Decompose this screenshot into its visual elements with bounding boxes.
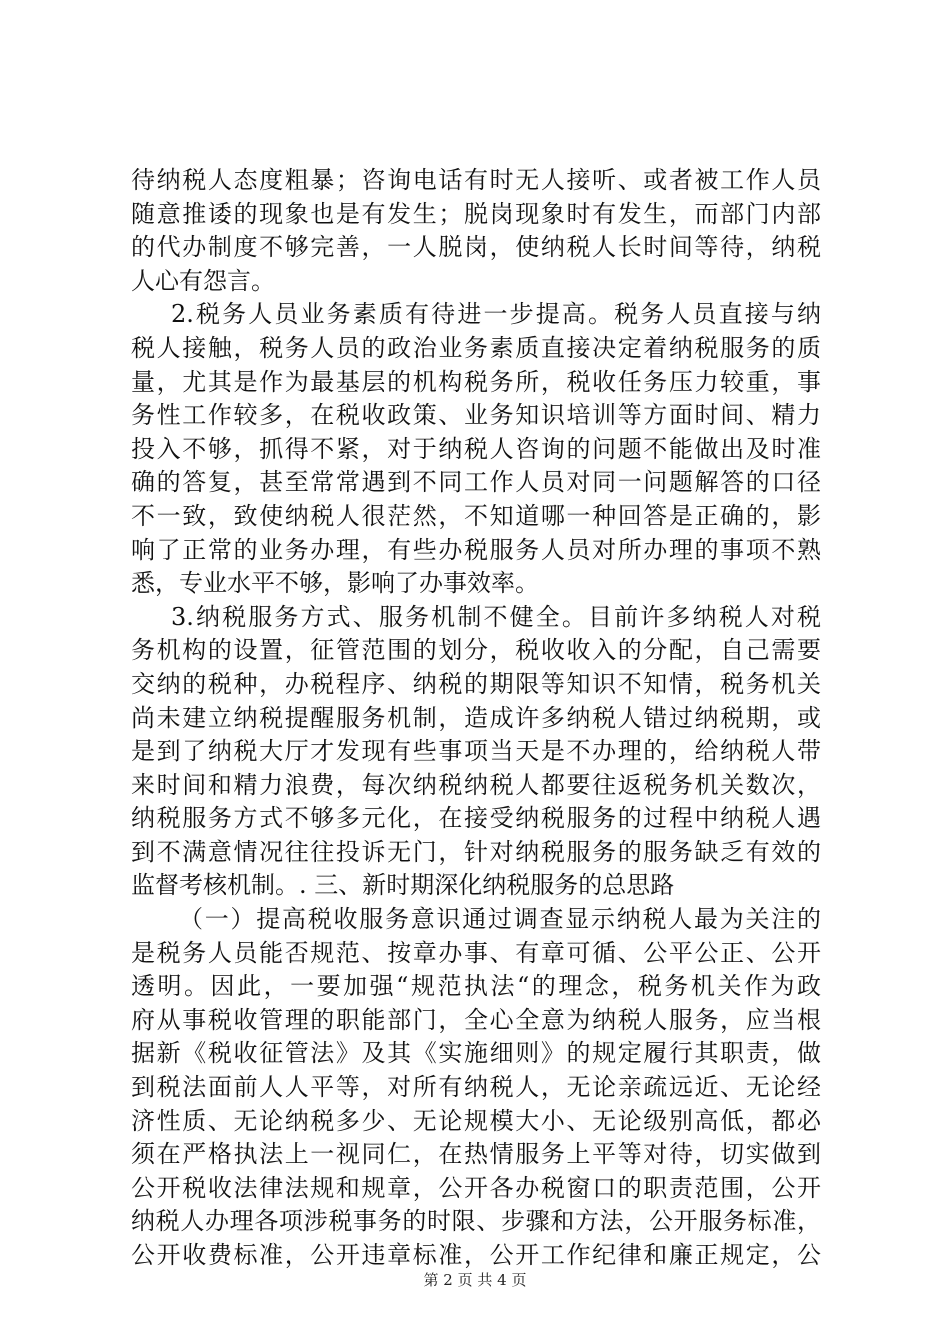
paragraph-start-line: （一）提高税收服务意识通过调查显示纳税人最为关注的 (179, 905, 821, 934)
text-line: 量，尤其是作为最基层的机构税务所，税收任务压力较重，事 (131, 367, 821, 396)
text-line: 确的答复，甚至常常遇到不同工作人员对同一问题解答的口径 (131, 468, 821, 497)
text-line: 随意推诿的现象也是有发生；脱岗现象时有发生，而部门内部 (131, 199, 821, 228)
text-line: 公开税收法律法规和规章，公开各办税窗口的职责范围，公开 (131, 1173, 821, 1202)
text-line: 税人接触，税务人员的政治业务素质直接决定着纳税服务的质 (131, 333, 821, 362)
text-line: 悉，专业水平不够，影响了办事效率。 (131, 569, 539, 598)
text-line: 济性质、无论纳税多少、无论规模大小、无论级别高低，都必 (131, 1106, 821, 1135)
text-line: 是到了纳税大厅才发现有些事项当天是不办理的，给纳税人带 (131, 737, 821, 766)
text-line: 待纳税人态度粗暴；咨询电话有时无人接听、或者被工作人员 (131, 166, 821, 194)
text-line: 到不满意情况往往投诉无门，针对纳税服务的服务缺乏有效的 (131, 837, 821, 866)
text-line: 府从事税收管理的职能部门，全心全意为纳税人服务，应当根 (131, 1005, 821, 1034)
paragraph-start-line: 2.税务人员业务素质有待进一步提高。税务人员直接与纳 (171, 300, 821, 329)
text-line: 来时间和精力浪费，每次纳税纳税人都要往返税务机关数次， (131, 770, 821, 799)
paragraph-start-line: 3.纳税服务方式、服务机制不健全。目前许多纳税人对税 (171, 602, 821, 631)
text-line: 的代办制度不够完善，一人脱岗，使纳税人长时间等待，纳税 (131, 233, 821, 262)
text-line: 人心有怨言。 (131, 266, 275, 295)
page-footer (0, 1270, 950, 1290)
page-number-label: 第 2 页 共 4 页 (423, 1271, 527, 1289)
text-line: 响了正常的业务办理，有些办税服务人员对所办理的事项不熟 (131, 535, 821, 564)
document-body (131, 164, 821, 1273)
text-line: 务性工作较多，在税收政策、业务知识培训等方面时间、精力 (131, 401, 821, 430)
text-line: 交纳的税种，办税程序、纳税的期限等知识不知情，税务机关 (131, 669, 821, 698)
text-line: 不一致，致使纳税人很茫然，不知道哪一种回答是正确的，影 (131, 501, 821, 530)
text-line: 到税法面前人人平等，对所有纳税人，无论亲疏远近、无论经 (131, 1073, 821, 1102)
text-line: 据新《税收征管法》及其《实施细则》的规定履行其职责，做 (131, 1039, 821, 1068)
text-line: 投入不够，抓得不紧，对于纳税人咨询的问题不能做出及时准 (131, 434, 821, 463)
text-line: 务机构的设置，征管范围的划分，税收收入的分配，自己需要 (131, 636, 821, 665)
text-line: 透明。因此，一要加强“规范执法“的理念，税务机关作为政 (131, 972, 821, 1001)
text-line: 监督考核机制。. 三、新时期深化纳税服务的总思路 (131, 871, 675, 900)
text-line: 纳税服务方式不够多元化，在接受纳税服务的过程中纳税人遇 (131, 804, 821, 833)
text-line: 须在严格执法上一视同仁，在热情服务上平等对待，切实做到 (131, 1140, 821, 1169)
text-line: 公开收费标准，公开违章标准，公开工作纪律和廉正规定，公 (131, 1241, 821, 1269)
text-line: 是税务人员能否规范、按章办事、有章可循、公平公正、公开 (131, 938, 821, 967)
text-line: 纳税人办理各项涉税事务的时限、步骤和方法，公开服务标准， (131, 1207, 821, 1236)
text-line: 尚未建立纳税提醒服务机制，造成许多纳税人错过纳税期，或 (131, 703, 821, 732)
